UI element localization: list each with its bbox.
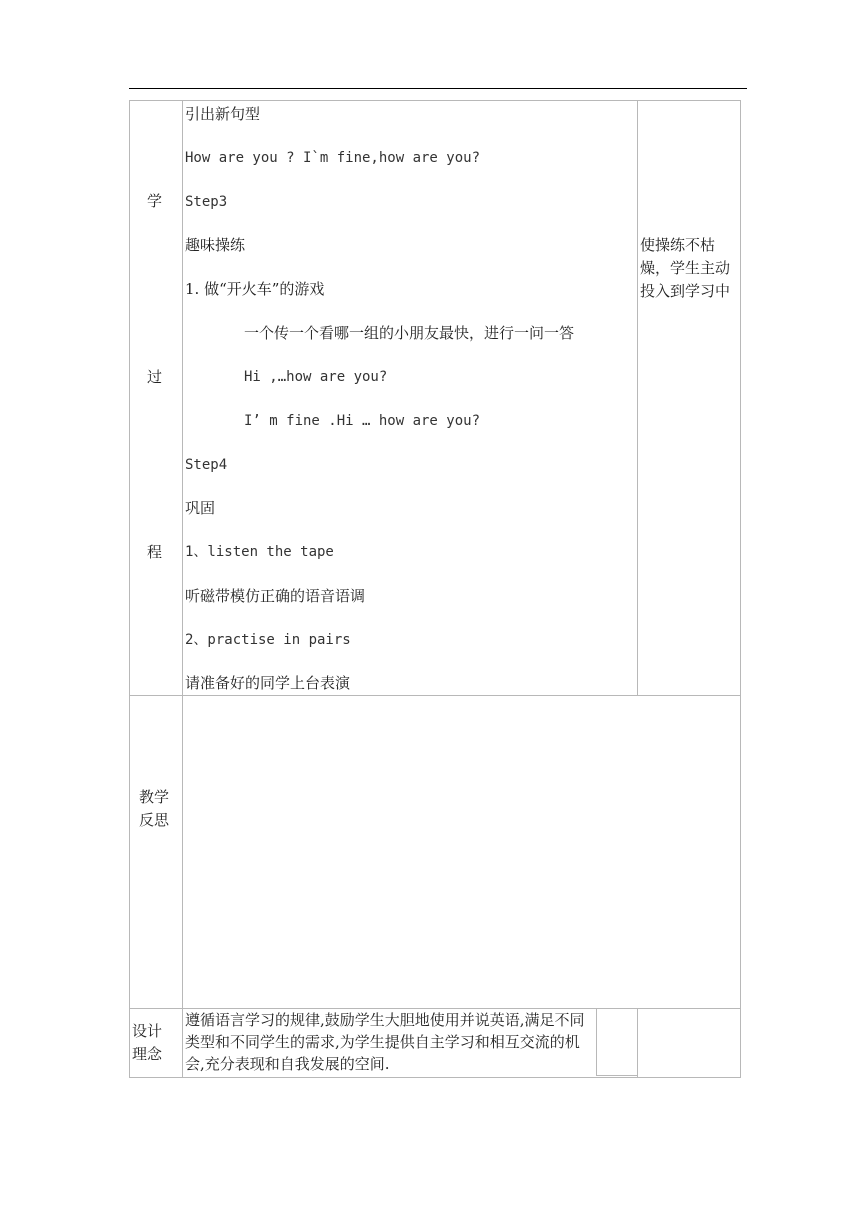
reflection-section — [129, 695, 741, 1009]
process-line-reply: I’ m fine .Hi … how are you? — [244, 413, 481, 429]
process-label-char-2: 过 — [147, 368, 163, 386]
header-rule — [129, 88, 747, 89]
process-line-hi: Hi ,…how are you? — [244, 369, 388, 385]
design-philosophy-text: 遵循语言学习的规律,鼓励学生大胆地使用并说英语,满足不同类型和不同学生的需求,为学生提供自主学习和相互交流的机会,充分表现和自我发展的空间. — [185, 1011, 585, 1073]
process-line-pairs: 2、practise in pairs — [185, 632, 351, 648]
design-label-line2: 理念 — [132, 1045, 163, 1063]
process-line-consolidate: 巩固 — [185, 499, 216, 517]
process-label-char-1: 学 — [147, 192, 163, 210]
reflection-label-line1: 教学 — [139, 788, 170, 806]
process-label-divider — [182, 100, 183, 696]
process-line-listen: 1、listen the tape — [185, 544, 334, 560]
process-design-note: 使操练不枯燥，学生主动投入到学习中 — [640, 236, 731, 300]
process-line-step4: Step4 — [185, 457, 228, 473]
reflection-label-divider — [182, 695, 183, 1009]
design-note-divider — [637, 1008, 638, 1078]
process-line-drill: 趣味操练 — [185, 236, 246, 254]
process-section — [129, 100, 741, 696]
process-line-imitate: 听磁带模仿正确的语音语调 — [185, 587, 366, 605]
design-inner-bottom — [596, 1075, 638, 1076]
reflection-label-line2: 反思 — [139, 811, 170, 829]
process-line-game-rule: 一个传一个看哪一组的小朋友最快，进行一问一答 — [244, 324, 575, 342]
design-inner-divider — [596, 1008, 597, 1076]
process-line-step3: Step3 — [185, 194, 228, 210]
process-line-dialogue: How are you ? I`m fine,how are you? — [185, 150, 481, 166]
process-line-train-game: 1. 做“开火车”的游戏 — [185, 280, 325, 298]
design-label-line1: 设计 — [132, 1022, 163, 1040]
process-line-new-pattern: 引出新句型 — [185, 105, 261, 123]
process-label-char-3: 程 — [147, 543, 163, 561]
process-line-perform: 请准备好的同学上台表演 — [185, 674, 351, 692]
design-label-divider — [182, 1008, 183, 1078]
process-note-divider — [637, 100, 638, 696]
